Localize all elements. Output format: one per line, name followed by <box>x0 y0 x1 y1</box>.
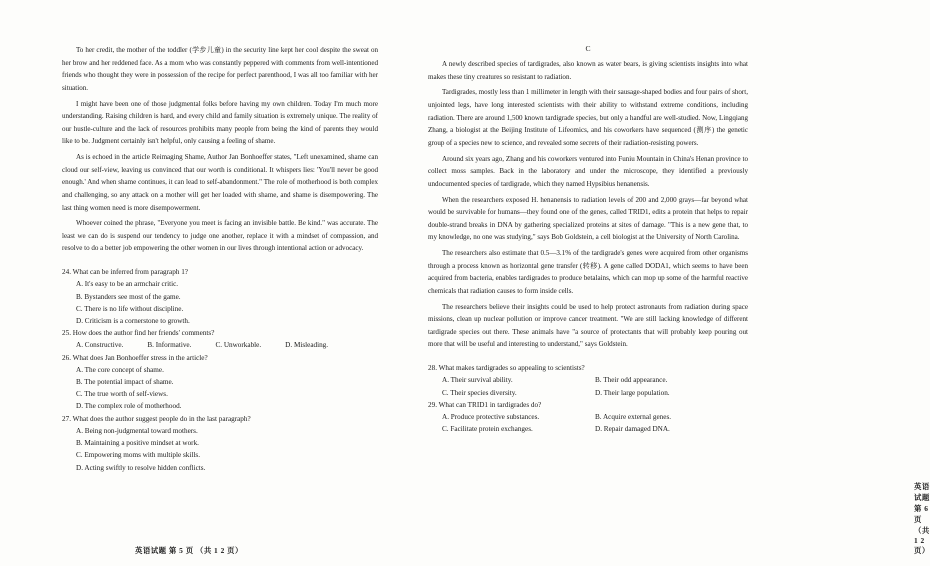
question-stem: 27. What does the author suggest people do in the last paragraph? <box>62 414 251 423</box>
passage-paragraph: To her credit, the mother of the toddler (学步儿童) in the security line kept her cool despite the sweat on her brow and her reddened face. As a mom who was constantly peppered with comments from well-intentioned friends who thought they were in possession of the recipe for perfect parenthood, I was all too familiar with her situation. <box>62 46 378 92</box>
option: A. It's easy to be an armchair critic. <box>76 280 179 289</box>
option: D. Misleading. <box>285 341 329 350</box>
option: D. Acting swiftly to resolve hidden conflicts. <box>76 463 206 472</box>
question-stem: 28. What makes tardigrades so appealing to scientists? <box>428 364 585 373</box>
option: C. Their species diversity. <box>442 388 517 397</box>
option: C. The true worth of self-views. <box>76 390 168 399</box>
question-stem: 29. What can TRID1 in tardigrades do? <box>428 400 542 409</box>
passage-paragraph: As is echoed in the article Reimaging Shame, Author Jan Bonhoeffer states, "Left unexamined, shame can cloud our self-view, leaving us convinced that our worth is conditional. It whispers lies: 'You'll never be good enough.' And when shame continues, it can lead to self-abandonment." The role of motherhood is both complex and challenging, so any attack on a mother will get her loaded with shame, and shame is disempowering. The last thing women need is more disempowerment. <box>62 153 378 212</box>
passage-paragraph: Whoever coined the phrase, "Everyone you meet is facing an invisible battle. Be kind." was accurate. The least we can do is suspend our tendency to judge one another, replace it with a mindset of compassion, and resolve to do a better job empowering the other women in our lives through intentional action or advocacy. <box>62 219 378 253</box>
left-column <box>62 44 378 474</box>
passage-paragraph: Tardigrades, mostly less than 1 millimeter in length with their sausage-shaped bodies and four pairs of short, unjointed legs, have long interested scientists with their ability to withstand extreme conditions, including radiation. There are around 1,500 known tardigrade species, but only a handful are well-studied. Now, Lingqiang Zhang, a biologist at the Beijing Institute of Lifeomics, and his coworkers have sequenced (测序) the genetic group of a species new to science, and revealed some secrets of their radiation-resisting powers. <box>428 88 748 147</box>
passage-letter: C <box>585 44 591 53</box>
option: C. Unworkable. <box>215 341 262 350</box>
question-25 <box>62 327 378 351</box>
option: B. Acquire external genes. <box>595 413 672 421</box>
question-28 <box>428 362 748 399</box>
option: D. Repair damaged DNA. <box>595 425 670 434</box>
passage-paragraph: I might have been one of those judgmental folks before having my own children. Today I'm much more understanding. Raising children is hard, and every child and family situation is extremely unique. The reality of our hustle-culture and the lack of resources prohibits many people from being the kind of parents they would like to be. Judgment certainly isn't helpful, only causing a feeling of shame. <box>62 99 378 146</box>
passage-paragraph: The researchers believe their insights could be used to help protect astronauts from radiation during space missions, clean up nuclear pollution or improve cancer treatment. "We are still lacking knowledge of different tardigrade species out there. These animals have "a source of protectants that will probably keep pouring out more that will be useful and interesting to understand," says Goldstein. <box>428 302 748 349</box>
passage-paragraph: A newly described species of tardigrades, also known as water bears, is giving scientists insights into what makes these tiny creatures so resistant to radiation. <box>428 60 748 81</box>
option: D. Their large population. <box>595 388 670 397</box>
question-29 <box>428 399 748 436</box>
page-footer: 英语试题 第 5 页 （共 1 2 页） <box>135 546 243 555</box>
option: A. Constructive. <box>76 341 124 350</box>
passage-paragraph: When the researchers exposed H. henanensis to radiation levels of 200 and 2,000 grays—far beyond what would be survivable for humans—they found one of the genes, called TRID1, edits a protein that helps to repair double-strand breaks in DNA by gathering specialized proteins at sites of damage. "This is a new gene that, to my knowledge, no one was studying," says Bob Goldstein, a cell biologist at the University of North Carolina. <box>428 195 748 242</box>
left-page <box>0 0 400 566</box>
option: B. Their odd appearance. <box>595 376 668 385</box>
question-stem: 25. How does the author find her friends' comments? <box>62 329 215 338</box>
option: B. Informative. <box>147 341 192 350</box>
passage-paragraph: Around six years ago, Zhang and his coworkers ventured into Funiu Mountain in China's Henan province to collect moss samples. Back in the laboratory and under the microscope, they identified a previously undocumented species of tardigrade, which they named Hypsibius henanensis. <box>428 154 748 188</box>
option: A. Produce protective substances. <box>442 413 540 421</box>
option: B. The potential impact of shame. <box>76 378 174 387</box>
question-27 <box>62 413 378 474</box>
option: C. Empowering moms with multiple skills. <box>76 451 200 460</box>
question-26 <box>62 352 378 413</box>
option: A. Being non-judgmental toward mothers. <box>76 426 198 435</box>
passage-paragraph: The researchers also estimate that 0.5—3.1% of the tardigrade's genes were acquired from other organisms through a process known as horizontal gene transfer (转移). A gene called DODA1, which seems to have been acquired from bacteria, enables tardigrades to produce betalains, which can mop up some of the harmful reactive chemicals that radiation causes to form inside cells. <box>428 249 748 295</box>
option: A. The core concept of shame. <box>76 365 164 374</box>
question-stem: 24. What can be inferred from paragraph 1? <box>62 268 188 277</box>
right-column <box>428 44 748 435</box>
option: D. The complex role of motherhood. <box>76 402 182 411</box>
option: C. There is no life without discipline. <box>76 304 184 313</box>
page-footer: 英语试题 第 6 页 （共 1 2 页） <box>914 482 930 555</box>
option: D. Criticism is a cornerstone to growth. <box>76 317 190 326</box>
option: A. Their survival ability. <box>442 376 513 385</box>
option: B. Maintaining a positive mindset at work. <box>76 439 199 448</box>
option: B. Bystanders see most of the game. <box>76 292 181 301</box>
question-stem: 26. What does Jan Bonhoeffer stress in the article? <box>62 353 208 362</box>
option: C. Facilitate protein exchanges. <box>442 425 533 434</box>
question-24 <box>62 266 378 327</box>
